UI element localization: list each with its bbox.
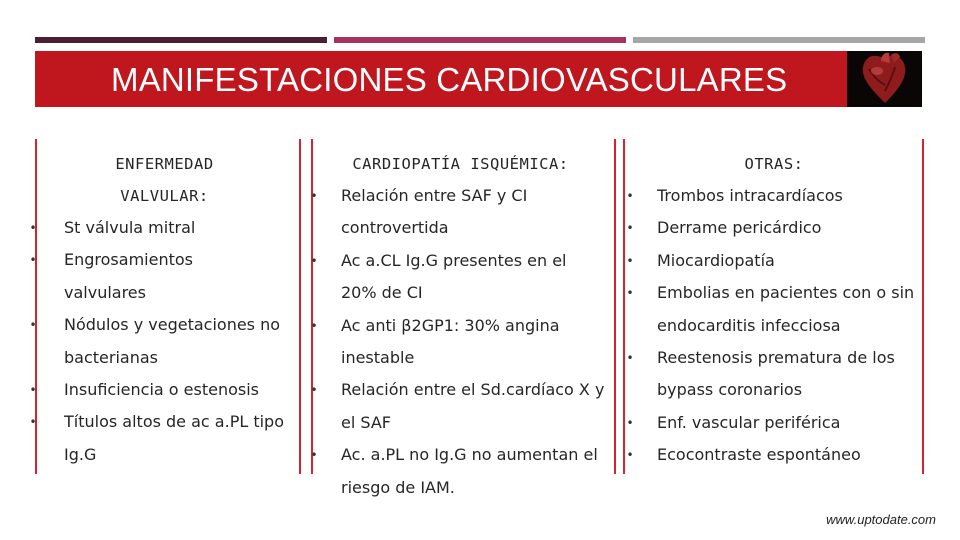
list-item: • Insuficiencia o estenosis <box>27 374 302 406</box>
list-item: • Engrosamientos valvulares <box>27 244 279 309</box>
bullet-list <box>624 180 924 472</box>
list-item: • Ac a.CL Ig.G presentes en el 20% de CI <box>308 245 596 310</box>
list-item: • Derrame pericárdico <box>624 212 924 244</box>
column-heading <box>308 148 613 180</box>
list-item: • Ac anti β2GP1: 30% angina inestable <box>308 310 601 375</box>
top-bar-dark <box>35 37 327 43</box>
list-item: • Títulos altos de ac a.PL tipo Ig.G <box>27 406 294 471</box>
list-item: • Trombos intracardíacos <box>624 180 924 212</box>
column-valvular <box>27 148 302 471</box>
top-bar-gray <box>633 37 925 43</box>
list-item: • Enf. vascular periférica <box>624 407 924 439</box>
heart-anatomy-icon <box>847 51 922 107</box>
bullet-list <box>308 180 613 504</box>
top-bar-magenta <box>334 37 626 43</box>
list-item: • Ac. a.PL no Ig.G no aumentan el riesgo de IAM. <box>308 439 611 504</box>
title-band <box>35 51 922 107</box>
heading-line: CARDIOPATÍA ISQUÉMICA: <box>352 155 569 173</box>
list-item: • Embolias en pacientes con o sin endocarditis infecciosa <box>624 277 919 342</box>
list-item: • Ecocontraste espontáneo <box>624 439 924 471</box>
page-title: MANIFESTACIONES CARDIOVASCULARES <box>111 61 788 98</box>
source-credit: www.uptodate.com <box>826 512 936 527</box>
list-item: • Relación entre SAF y CI controvertida <box>308 180 571 245</box>
heading-line: ENFERMEDAD <box>115 155 214 173</box>
list-item: • St válvula mitral <box>27 212 302 244</box>
list-item: • Reestenosis prematura de los bypass coronarios <box>624 342 907 407</box>
list-item: • Nódulos y vegetaciones no bacterianas <box>27 309 304 374</box>
column-heading <box>624 148 924 180</box>
column-otras <box>624 148 924 472</box>
column-heading <box>27 148 302 212</box>
bullet-list <box>27 212 302 471</box>
heading-line: OTRAS: <box>744 155 804 173</box>
list-item: • Relación entre el Sd.cardíaco X y el SAF <box>308 374 611 439</box>
heading-line: VALVULAR: <box>120 187 209 205</box>
list-item: • Miocardiopatía <box>624 245 924 277</box>
column-isquemica <box>308 148 613 504</box>
